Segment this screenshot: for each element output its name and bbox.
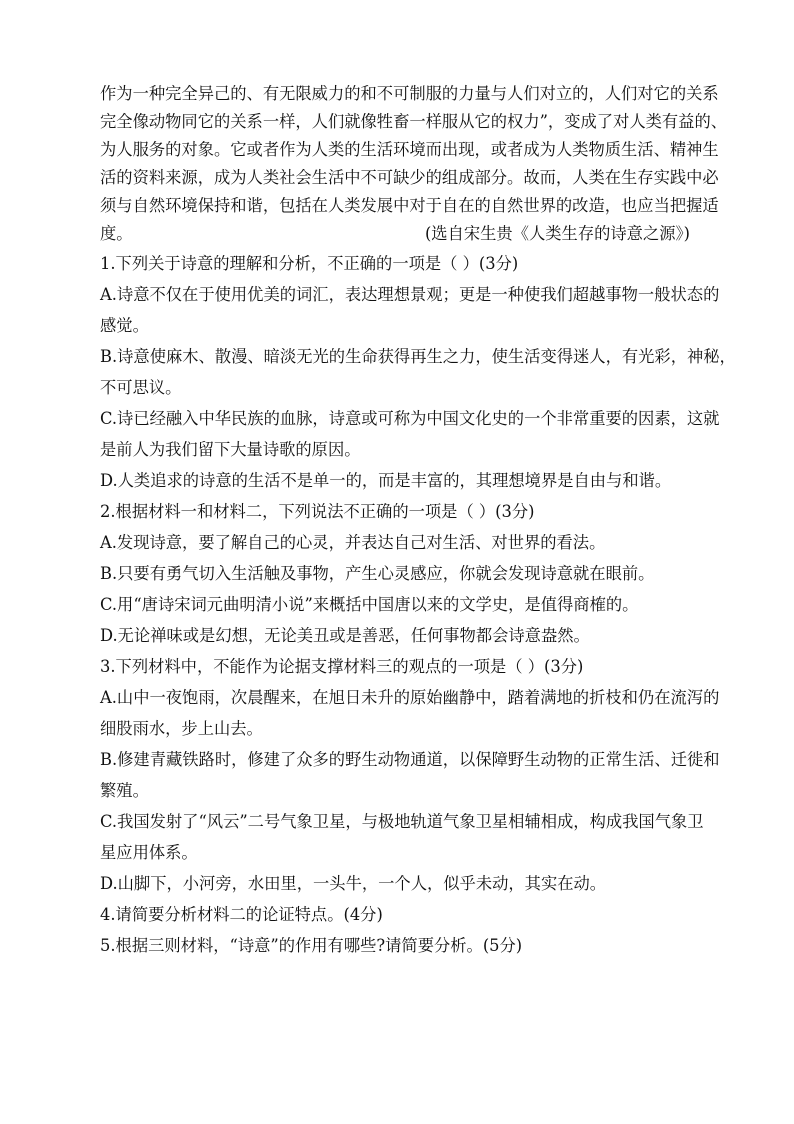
question-line: 1.下列关于诗意的理解和分析，不正确的一项是（ ）(3分) bbox=[100, 254, 519, 273]
option-line: B.修建青藏铁路时，修建了众多的野生动物通道，以保障野生动物的正常生活、迁徙和 bbox=[100, 750, 720, 769]
option-3c bbox=[100, 806, 704, 868]
option-line: A.山中一夜饱雨，次晨醒来，在旭日未升的原始幽静中，踏着满地的折枝和仍在流泻的 bbox=[100, 688, 720, 707]
passage-line: 须与自然环境保持和谐，包括在人类发展中对于自在的自然世界的改造，也应当把握适 bbox=[100, 196, 719, 215]
question-line: 2.根据材料一和材料二，下列说法不正确的一项是（ ）(3分) bbox=[100, 502, 535, 521]
option-line: 是前人为我们留下大量诗歌的原因。 bbox=[100, 440, 361, 459]
option-line: A.诗意不仅在于使用优美的词汇，表达理想景观；更是一种使我们超越事物一般状态的 bbox=[100, 285, 720, 304]
option-3a bbox=[100, 682, 720, 744]
question-2 bbox=[100, 496, 700, 527]
question-line: 3.下列材料中，不能作为论据支撑材料三的观点的一项是（ ）(3分) bbox=[100, 657, 584, 676]
option-line: 星应用体系。 bbox=[100, 843, 198, 862]
option-line: D.无论禅味或是幻想，无论美丑或是善恶，任何事物都会诗意盎然。 bbox=[100, 626, 590, 645]
option-2d bbox=[100, 620, 700, 651]
option-2c bbox=[100, 589, 700, 620]
passage-excerpt bbox=[100, 80, 728, 248]
passage-line: 完全像动物同它的关系一样，人们就像牲畜一样服从它的权力”，变成了对人类有益的、 bbox=[100, 112, 728, 131]
option-line: C.我国发射了“风云”二号气象卫星，与极地轨道气象卫星相辅相成，构成我国气象卫 bbox=[100, 812, 704, 831]
option-line: D.人类追求的诗意的生活不是单一的，而是丰富的，其理想境界是自由与和谐。 bbox=[100, 471, 672, 490]
option-line: 细股雨水，步上山去。 bbox=[100, 719, 263, 738]
passage-line: 活的资料来源，成为人类社会生活中不可缺少的组成部分。故而，人类在生存实践中必 bbox=[100, 168, 719, 187]
question-list bbox=[100, 248, 736, 961]
question-line: 4.请简要分析材料二的论证特点。(4分) bbox=[100, 905, 383, 924]
option-line: B.诗意使麻木、散漫、暗淡无光的生命获得再生之力，使生活变得迷人，有光彩，神秘， bbox=[100, 347, 736, 366]
source-citation: (选自宋生贵《人类生存的诗意之源》) bbox=[424, 224, 690, 243]
document-page bbox=[100, 80, 736, 961]
option-line: 感觉。 bbox=[100, 316, 149, 335]
option-line: B.只要有勇气切入生活触及事物，产生心灵感应，你就会发现诗意就在眼前。 bbox=[100, 564, 655, 583]
question-1 bbox=[100, 248, 700, 279]
option-2a bbox=[100, 527, 700, 558]
option-1b bbox=[100, 341, 736, 403]
question-line: 5.根据三则材料，“诗意”的作用有哪些?请简要分析。(5分) bbox=[100, 936, 523, 955]
option-3b bbox=[100, 744, 720, 806]
option-2b bbox=[100, 558, 700, 589]
option-line: 不可思议。 bbox=[100, 378, 182, 397]
passage-last-line bbox=[100, 220, 700, 248]
option-line: A.发现诗意，要了解自己的心灵，并表达自己对生活、对世界的看法。 bbox=[100, 533, 606, 552]
option-line: 繁殖。 bbox=[100, 781, 149, 800]
question-5 bbox=[100, 930, 700, 961]
option-line: C.用“唐诗宋词元曲明清小说”来概括中国唐以来的文学史，是值得商榷的。 bbox=[100, 595, 639, 614]
option-1a bbox=[100, 279, 720, 341]
option-1c bbox=[100, 403, 720, 465]
question-4 bbox=[100, 899, 700, 930]
passage-line: 作为一种完全异己的、有无限威力的和不可制服的力量与人们对立的，人们对它的关系 bbox=[100, 84, 719, 103]
option-line: D.山脚下，小河旁，水田里，一头牛，一个人，似乎未动，其实在动。 bbox=[100, 874, 607, 893]
option-line: C.诗已经融入中华民族的血脉，诗意或可称为中国文化史的一个非常重要的因素，这就 bbox=[100, 409, 720, 428]
passage-line-end: 度。 bbox=[100, 224, 133, 243]
passage-line: 为人服务的对象。它或者作为人类的生活环境而出现，或者成为人类物质生活、精神生 bbox=[100, 140, 719, 159]
question-3 bbox=[100, 651, 700, 682]
option-1d bbox=[100, 465, 700, 496]
option-3d bbox=[100, 868, 700, 899]
